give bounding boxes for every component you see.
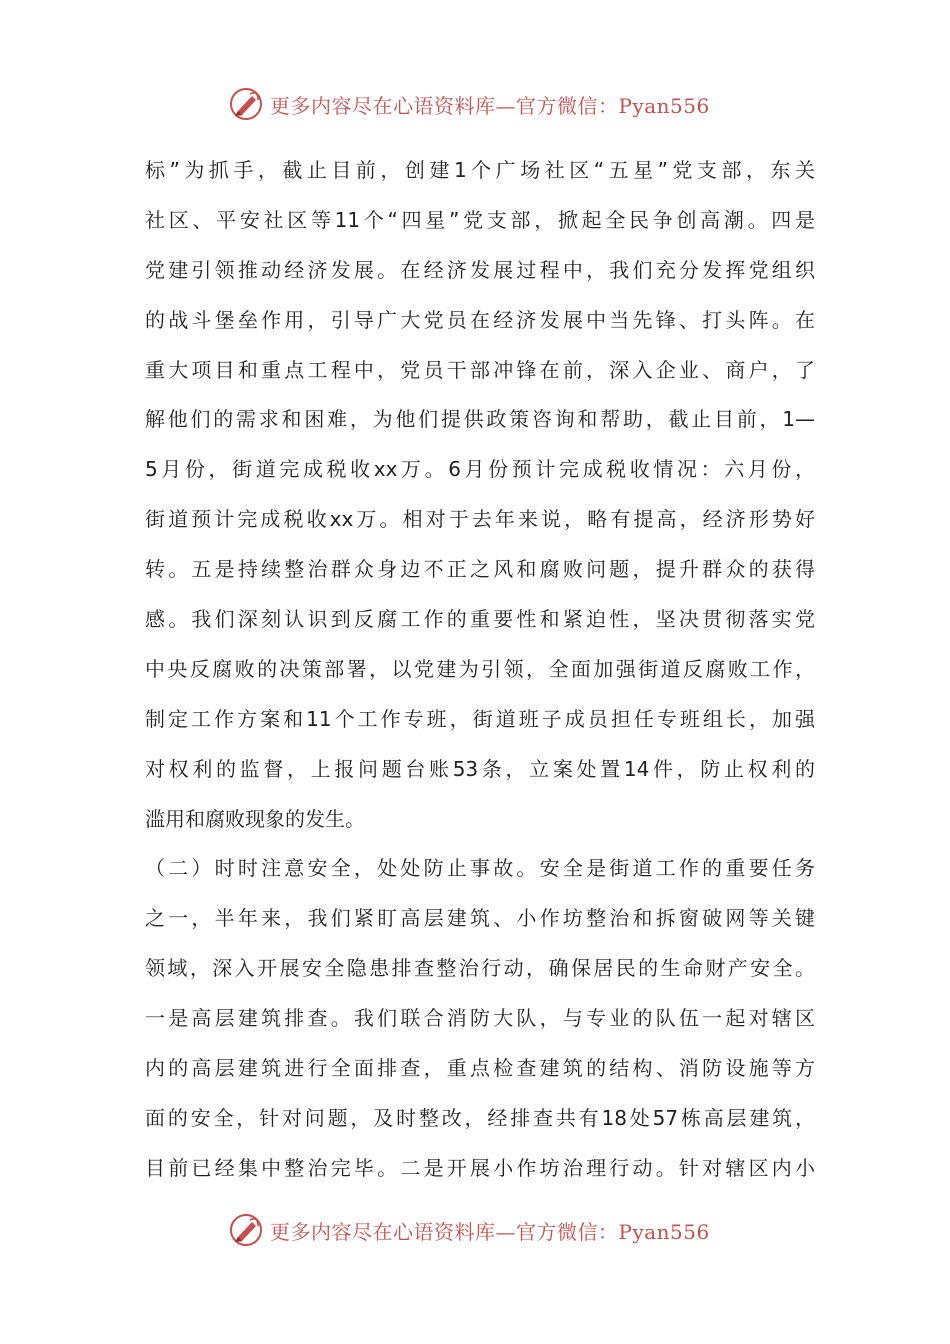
body-line: 标”为抓手，截止目前，创建1个广场社区“五星”党支部，东关	[145, 158, 815, 182]
body-line: 之一，半年来，我们紧盯高层建筑、小作坊整治和拆窗破网等关键	[145, 906, 815, 931]
footer-watermark	[228, 1210, 748, 1250]
body-line: 目前已经集中整治完毕。二是开展小作坊治理行动。针对辖区内小	[145, 1155, 815, 1180]
body-line: 滥用和腐败现象的发生。	[145, 806, 365, 831]
body-line: 面的安全，针对问题，及时整改，经排查共有18处57栋高层建筑，	[145, 1105, 815, 1130]
body-line: 街道预计完成税收xx万。相对于去年来说，略有提高，经济形势好	[145, 507, 815, 532]
body-line: 5月份，街道完成税收xx万。6月份预计完成税收情况：六月份，	[145, 457, 815, 482]
body-line: 重大项目和重点工程中，党员干部冲锋在前，深入企业、商户，了	[145, 357, 815, 382]
document-body	[145, 146, 815, 1194]
body-line: 一是高层建筑排查。我们联合消防大队，与专业的队伍一起对辖区	[145, 1006, 815, 1031]
body-line: 的战斗堡垒作用，引导广大党员在经济发展中当先锋、打头阵。在	[145, 307, 815, 332]
body-line: 领域，深入开展安全隐患排查整治行动，确保居民的生命财产安全。	[145, 956, 815, 981]
body-line: 制定工作方案和11个工作专班，街道班子成员担任专班组长，加强	[145, 706, 815, 731]
body-line: 中央反腐败的决策部署，以党建为引领，全面加强街道反腐败工作，	[145, 656, 815, 681]
body-line: （二）时时注意安全，处处防止事故。安全是街道工作的重要任务	[145, 856, 815, 881]
watermark-text: 更多内容尽在心语资料库—官方微信：Pyan556	[270, 1219, 710, 1244]
body-line: 转。五是持续整治群众身边不正之风和腐败问题，提升群众的获得	[145, 557, 815, 582]
body-line: 内的高层建筑进行全面排查，重点检查建筑的结构、消防设施等方	[145, 1056, 815, 1081]
header-watermark	[228, 84, 748, 124]
body-line: 社区、平安社区等11个“四星”党支部，掀起全民争创高潮。四是	[145, 207, 815, 232]
body-line: 感。我们深刻认识到反腐工作的重要性和紧迫性，坚决贯彻落实党	[145, 607, 815, 632]
body-line: 党建引领推动经济发展。在经济发展过程中，我们充分发挥党组织	[145, 257, 815, 282]
pen-nib-logo-icon	[228, 86, 264, 122]
body-line: 对权利的监督，上报问题台账53条，立案处置14件，防止权利的	[145, 756, 815, 781]
pen-nib-logo-icon	[228, 1212, 264, 1248]
watermark-text: 更多内容尽在心语资料库—官方微信：Pyan556	[270, 93, 710, 118]
body-line: 解他们的需求和困难，为他们提供政策咨询和帮助，截止目前，1—	[145, 407, 815, 432]
